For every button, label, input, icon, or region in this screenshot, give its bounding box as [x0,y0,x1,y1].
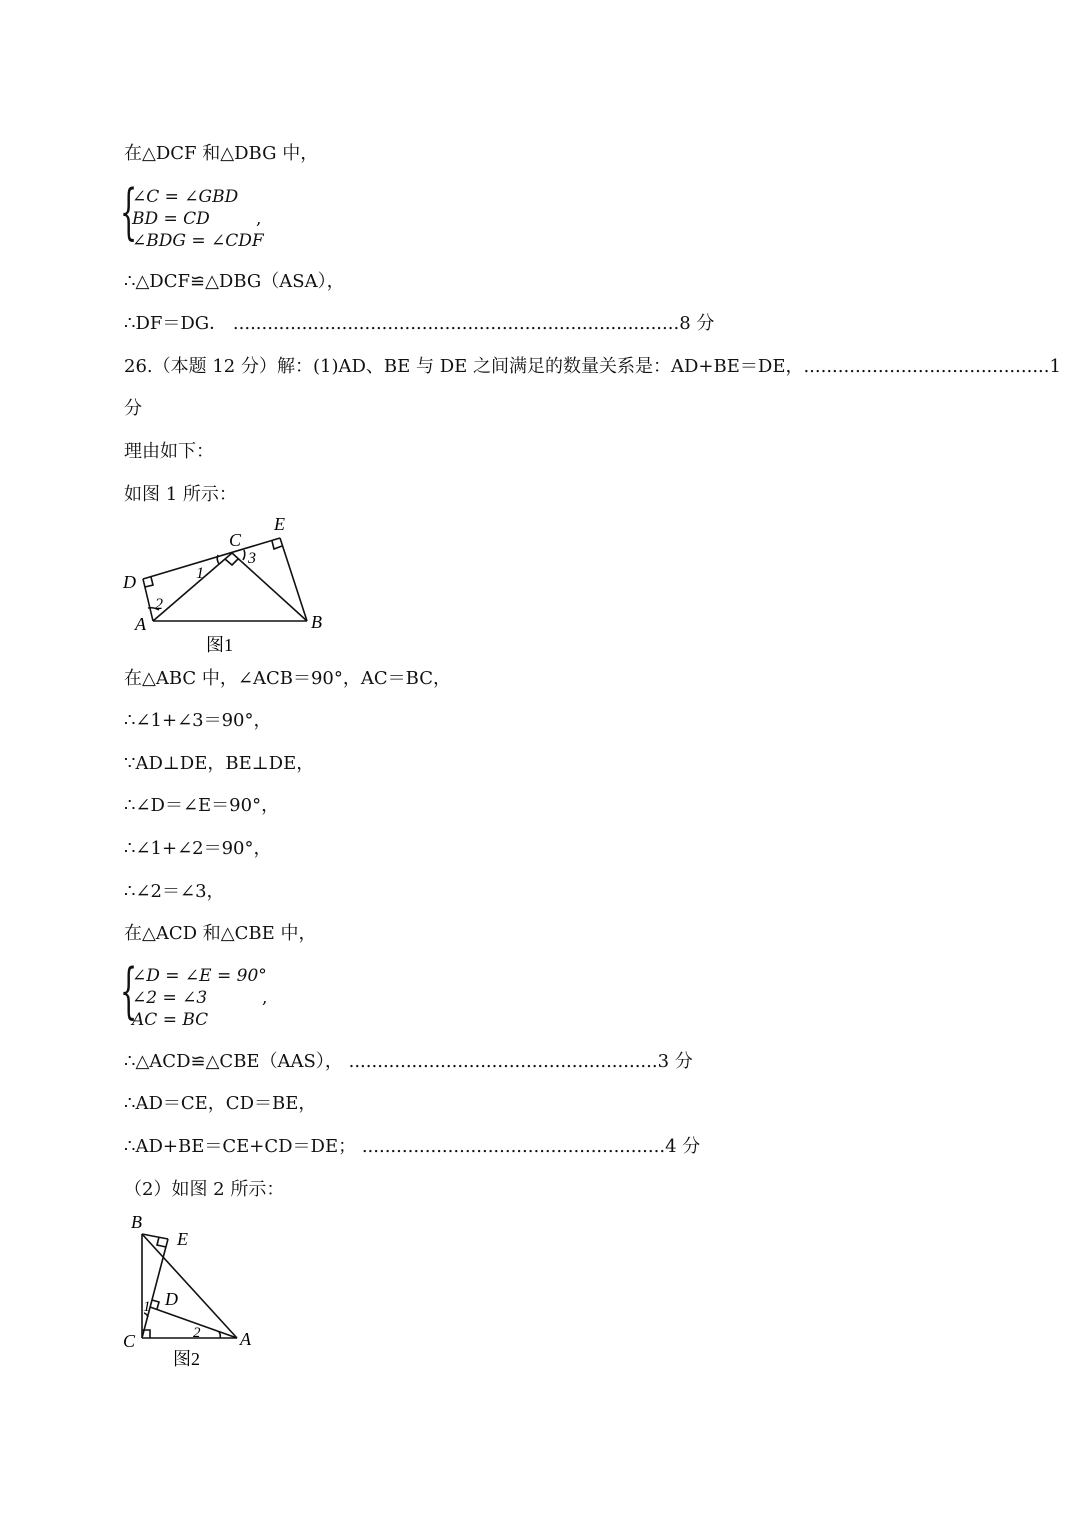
text-line: ∴AD＝CE，CD＝BE， [124,1093,317,1114]
label-angle-2: 2 [155,596,163,613]
system-row: AC = BC [132,1010,209,1030]
label-A: A [135,614,146,634]
label-angle-1: 1 [143,1299,151,1315]
text-line: ∴DF＝DG． ..............................................................................8 分 [124,313,715,334]
text-line: ∴∠2＝∠3， [124,881,225,902]
label-angle-1: 1 [196,565,204,582]
text-line: ∴△ACD≌△CBE（AAS）， ......................................................3 分 [124,1051,693,1072]
system-row: ∠BDG = ∠CDF [132,231,264,251]
label-angle-3: 3 [248,550,256,567]
label-angle-2: 2 [193,1325,201,1341]
left-brace: { [120,956,138,1026]
system-rows [132,965,267,1031]
text-line: 在△DCF 和△DBG 中， [124,143,319,164]
figure-1-caption: 图1 [206,635,233,655]
label-E: E [177,1229,188,1249]
text-line: ∴△DCF≌△DBG（ASA）， [124,271,345,292]
text-line: （2）如图 2 所示： [124,1179,285,1200]
text-line: 在△ABC 中，∠ACB＝90°，AC＝BC， [124,668,451,689]
figure-1 [115,508,355,658]
text-line: 26.（本题 12 分）解：(1)AD、BE 与 DE 之间满足的数量关系是：AD+BE＝DE，...........................................1 [124,356,1061,377]
label-B: B [131,1212,142,1232]
text-line: 分 [124,398,142,419]
figure-2 [115,1205,275,1385]
system-rows [132,186,264,252]
label-C: C [123,1331,136,1351]
system-row: ∠2 = ∠3 [132,988,208,1008]
system-row: ∠D = ∠E = 90° [132,966,267,986]
label-E: E [274,514,285,534]
text-line: 在△ACD 和△CBE 中， [124,923,317,944]
label-A: A [240,1329,251,1349]
label-B: B [311,612,322,632]
text-line: ∴AD+BE＝CE+CD＝DE； .....................................................4 分 [124,1136,701,1157]
text-line: ∴∠1+∠2＝90°， [124,838,272,859]
text-line: 理由如下： [124,441,214,462]
label-C: C [229,530,242,550]
text-line: ∵AD⊥DE，BE⊥DE， [124,753,315,774]
system-row: BD = CD [132,209,210,229]
system-row: ∠C = ∠GBD [132,187,239,207]
text-line: ∴∠D＝∠E＝90°， [124,795,280,816]
system-comma: , [262,988,268,1008]
label-D: D [123,572,136,592]
text-line: 如图 1 所示： [124,484,237,505]
system-comma: , [256,209,262,229]
label-D: D [165,1289,178,1309]
left-brace: { [120,177,138,247]
text-line: ∴∠1+∠3＝90°， [124,710,272,731]
figure-2-caption: 图2 [173,1349,200,1369]
